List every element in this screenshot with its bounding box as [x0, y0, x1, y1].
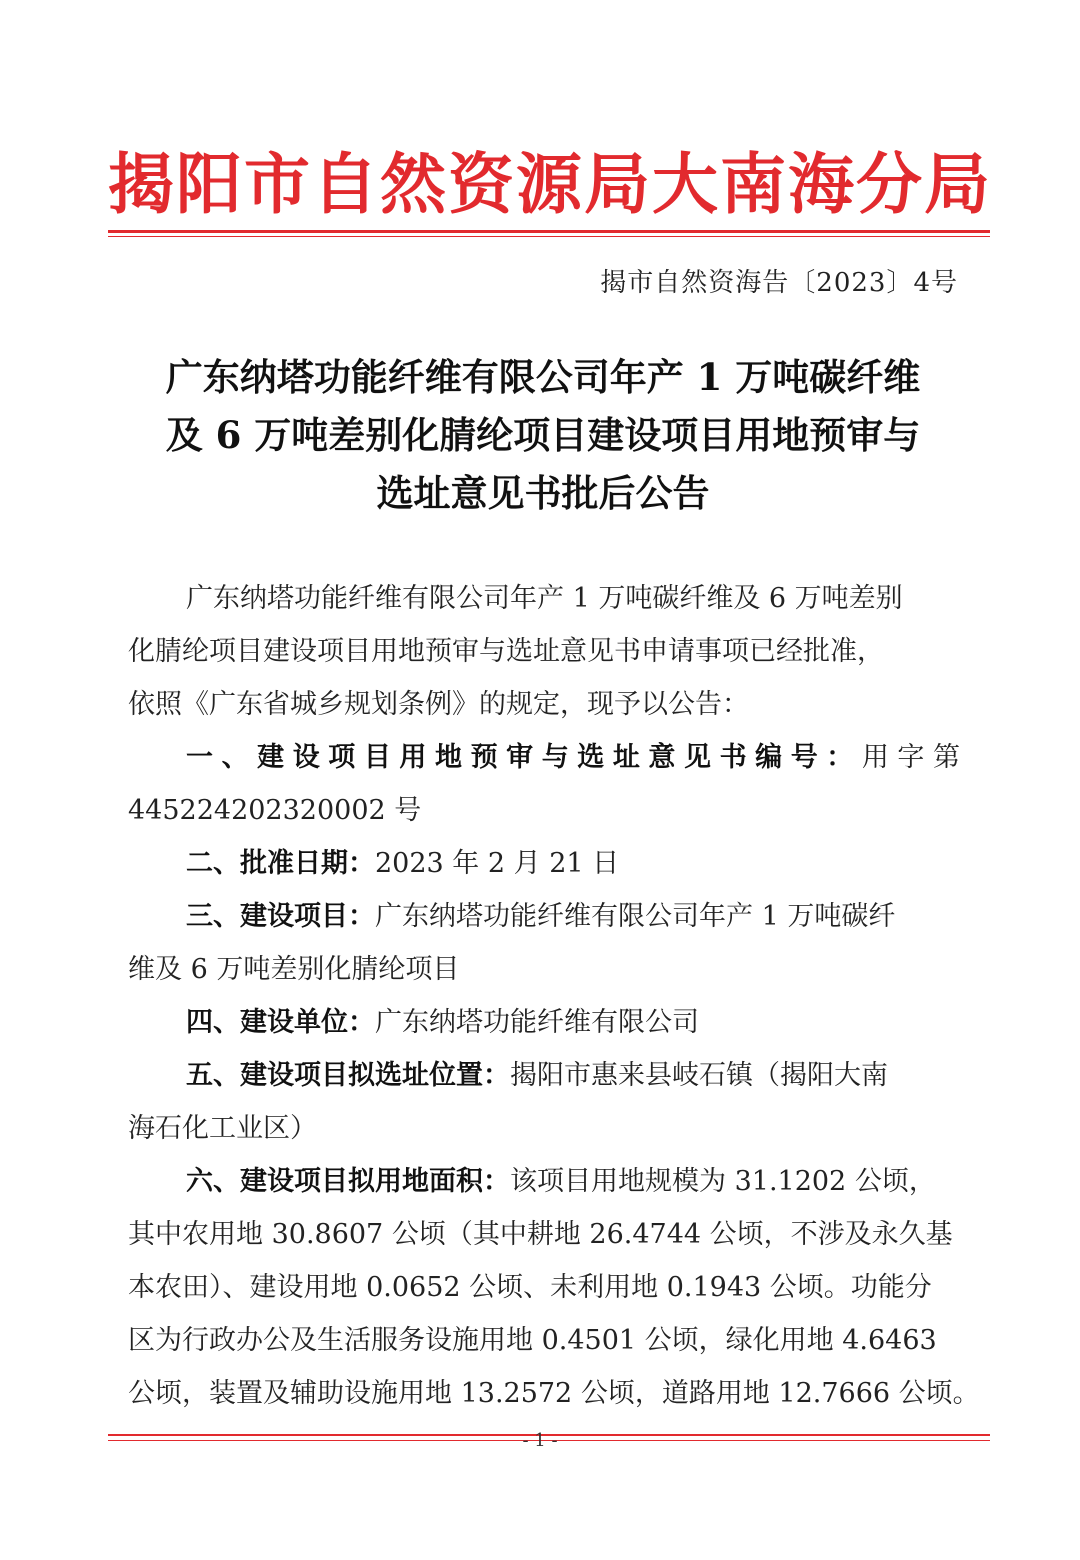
title-line-3: 选址意见书批后公告: [376, 471, 710, 515]
intro-line-3: 依照《广东省城乡规划条例》的规定，现予以公告：: [128, 689, 749, 720]
item-5: [128, 1049, 960, 1102]
title-line-2: 及 6 万吨差别化腈纶项目建设项目用地预审与: [165, 413, 921, 457]
item-6-value-cont-3: 区为行政办公及生活服务设施用地 0.4501 公顷，绿化用地 4.6463: [128, 1325, 937, 1356]
item-1-label: 一、建设项目用地预审与选址意见书编号：: [186, 742, 862, 773]
item-6-value-cont-4: 公顷，装置及辅助设施用地 13.2572 公顷，道路用地 12.7666 公顷。: [128, 1378, 980, 1409]
item-1-value: 用字第: [861, 742, 961, 773]
item-4: [128, 996, 960, 1049]
item-6-value: 该项目用地规模为 31.1202 公顷，: [510, 1166, 936, 1197]
header-red-rule: [108, 230, 990, 233]
item-6-value-cont-2: 本农田）、建设用地 0.0652 公顷、未利用地 0.1943 公顷。功能分: [128, 1272, 932, 1303]
header-red-rule-thin: [108, 236, 990, 237]
item-6: [128, 1155, 960, 1208]
item-1: [128, 731, 960, 784]
item-3-value: 广东纳塔功能纤维有限公司年产 1 万吨碳纤: [375, 901, 896, 932]
notice-body: [128, 572, 980, 1420]
notice-title: [128, 348, 958, 522]
item-3-value-cont: 维及 6 万吨差别化腈纶项目: [128, 954, 460, 985]
item-4-label: 四、建设单位：: [186, 1007, 375, 1038]
item-4-value: 广东纳塔功能纤维有限公司: [375, 1007, 699, 1038]
document-number: 揭市自然资海告〔2023〕4号: [600, 268, 958, 298]
item-5-value-cont: 海石化工业区）: [128, 1113, 317, 1144]
item-6-label: 六、建设项目拟用地面积：: [186, 1166, 510, 1197]
item-5-value: 揭阳市惠来县岐石镇（揭阳大南: [510, 1060, 888, 1091]
item-5-label: 五、建设项目拟选址位置：: [186, 1060, 510, 1091]
title-line-1: 广东纳塔功能纤维有限公司年产 1 万吨碳纤维: [165, 355, 921, 399]
item-2: [128, 837, 960, 890]
item-2-label: 二、批准日期：: [186, 848, 375, 879]
item-2-value: 2023 年 2 月 21 日: [375, 848, 620, 879]
item-6-value-cont-1: 其中农用地 30.8607 公顷（其中耕地 26.4744 公顷，不涉及永久基: [128, 1219, 953, 1250]
page-number: - 1 -: [522, 1430, 558, 1451]
item-3: [128, 890, 960, 943]
item-1-value-cont: 445224202320002 号: [128, 795, 422, 826]
intro-line-2: 化腈纶项目建设项目用地预审与选址意见书申请事项已经批准，: [128, 636, 884, 667]
issuer-header: 揭阳市自然资源局大南海分局: [108, 146, 992, 223]
intro-line-1: 广东纳塔功能纤维有限公司年产 1 万吨碳纤维及 6 万吨差别: [186, 583, 903, 614]
item-3-label: 三、建设项目：: [186, 901, 375, 932]
